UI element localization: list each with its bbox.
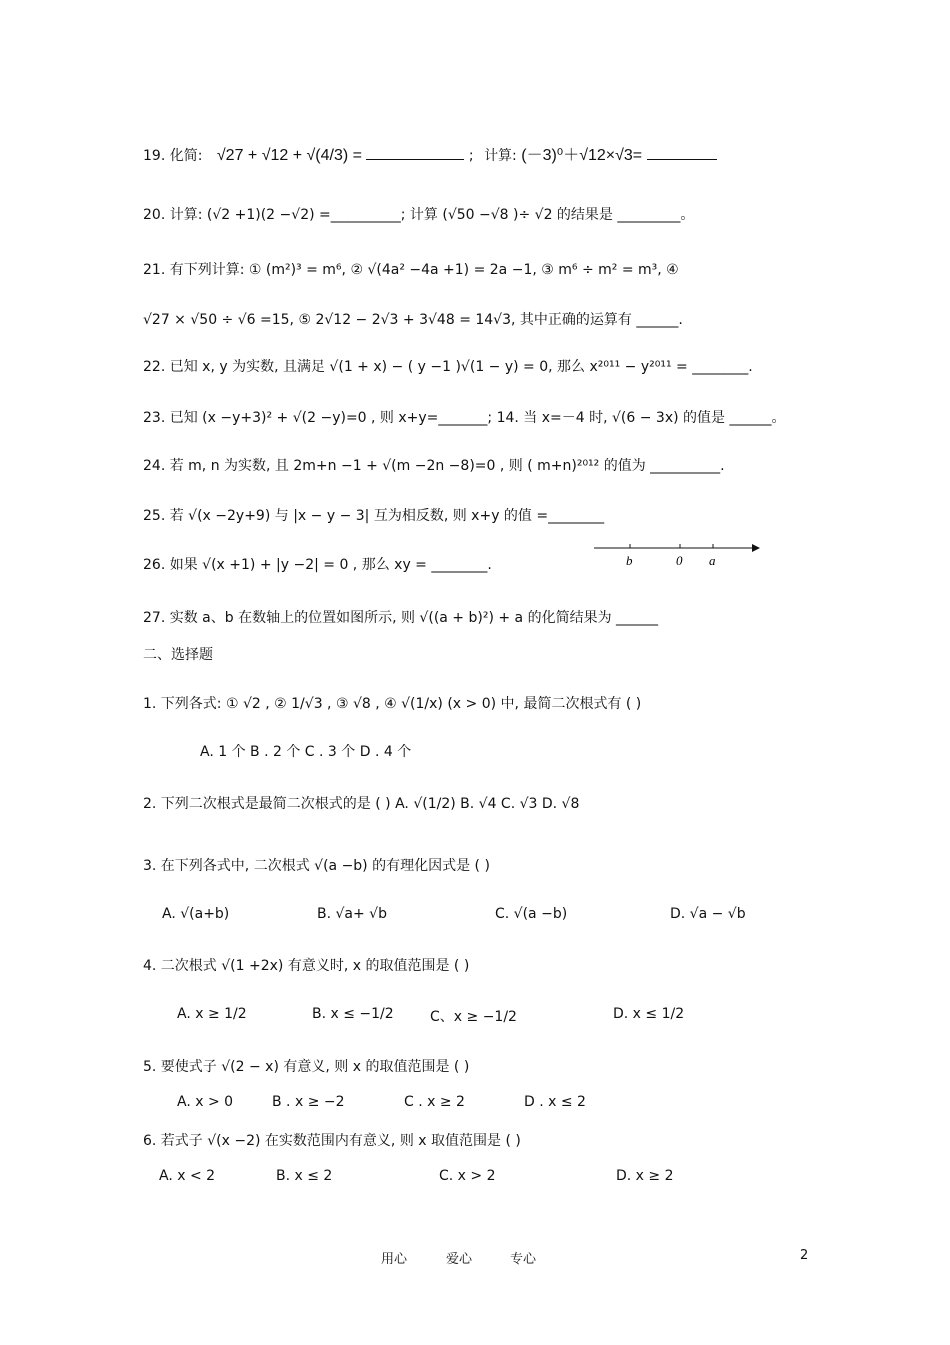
option-c[interactable]: C. √(a −b) xyxy=(495,906,568,922)
answer-blank[interactable] xyxy=(366,145,464,160)
label-a: a xyxy=(709,553,716,568)
question-19: 19. 化简: √27 + √12 + √(4/3) = ; 计算: (－3)⁰＋√12×√3= xyxy=(143,145,717,166)
option-d[interactable]: D. √a − √b xyxy=(670,906,746,922)
label-0: 0 xyxy=(676,553,683,568)
question-21-line2: √27 × √50 ÷ √6 =15, ⑤ 2√12 − 2√3 + 3√48 = 14√3, 其中正确的运算有 ______. xyxy=(143,312,683,328)
option-b[interactable]: B. x ≤ −1/2 xyxy=(312,1006,394,1022)
option-a[interactable]: A. x < 2 xyxy=(159,1168,216,1184)
footer-left: 用心 xyxy=(381,1252,408,1267)
arrow-icon xyxy=(752,544,760,552)
option-c[interactable]: C . x ≥ 2 xyxy=(404,1094,465,1110)
option-b[interactable]: B . x ≥ −2 xyxy=(272,1094,345,1110)
choice-question-2: 2. 下列二次根式是最简二次根式的是 ( ) A. √(1/2) B. √4 C. √3 D. √8 xyxy=(143,796,580,812)
question-25: 25. 若 √(x −2y+9) 与 |x − y − 3| 互为相反数, 则 x+y 的值 =________ xyxy=(143,508,605,524)
choice-question-1-options: A. 1 个 B . 2 个 C . 3 个 D . 4 个 xyxy=(200,744,412,760)
question-20: 20. 计算: (√2 +1)(2 −√2) =__________; 计算 (√50 −√8 )÷ √2 的结果是 _________。 xyxy=(143,207,695,223)
answer-blank[interactable] xyxy=(647,145,717,160)
option-b[interactable]: B. √a+ √b xyxy=(317,906,387,922)
choice-question-4: 4. 二次根式 √(1 +2x) 有意义时, x 的取值范围是 ( ) xyxy=(143,958,470,974)
section-heading: 二、选择题 xyxy=(143,647,213,663)
question-27: 27. 实数 a、b 在数轴上的位置如图所示, 则 √((a + b)²) + a 的化简结果为 ______ xyxy=(143,610,659,626)
option-a[interactable]: A. √(a+b) xyxy=(162,906,230,922)
option-a[interactable]: A. x > 0 xyxy=(177,1094,234,1110)
footer-middle: 爱心 xyxy=(446,1252,473,1267)
option-c[interactable]: C. x > 2 xyxy=(439,1168,496,1184)
question-26: 26. 如果 √(x +1) + |y −2| = 0 , 那么 xy = ________. xyxy=(143,557,492,573)
choice-question-5: 5. 要使式子 √(2 − x) 有意义, 则 x 的取值范围是 ( ) xyxy=(143,1059,470,1075)
option-d[interactable]: D. x ≤ 1/2 xyxy=(613,1006,685,1022)
question-23: 23. 已知 (x −y+3)² + √(2 −y)=0 , 则 x+y=_______; 14. 当 x=－4 时, √(6 − 3x) 的值是 ______。 xyxy=(143,410,786,426)
label-b: b xyxy=(626,553,633,568)
choice-question-1: 1. 下列各式: ① √2 , ② 1/√3 , ③ √8 , ④ √(1/x) (x > 0) 中, 最简二次根式有 ( ) xyxy=(143,696,642,712)
footer-right: 专心 xyxy=(510,1252,537,1267)
question-24: 24. 若 m, n 为实数, 且 2m+n −1 + √(m −2n −8)=0 , 则 ( m+n)²⁰¹² 的值为 __________. xyxy=(143,458,725,474)
option-d[interactable]: D . x ≤ 2 xyxy=(524,1094,586,1110)
choice-question-3: 3. 在下列各式中, 二次根式 √(a −b) 的有理化因式是 ( ) xyxy=(143,858,490,874)
question-21-line1: 21. 有下列计算: ① (m²)³ = m⁶, ② √(4a² −4a +1) = 2a −1, ③ m⁶ ÷ m² = m³, ④ xyxy=(143,262,679,278)
option-d[interactable]: D. x ≥ 2 xyxy=(616,1168,674,1184)
number-line-figure xyxy=(592,538,767,568)
option-c[interactable]: C、x ≥ −1/2 xyxy=(430,1009,517,1025)
choice-question-6: 6. 若式子 √(x −2) 在实数范围内有意义, 则 x 取值范围是 ( ) xyxy=(143,1133,521,1149)
option-b[interactable]: B. x ≤ 2 xyxy=(276,1168,333,1184)
question-22: 22. 已知 x, y 为实数, 且满足 √(1 + x) − ( y −1 )√(1 − y) = 0, 那么 x²⁰¹¹ − y²⁰¹¹ = ________. xyxy=(143,359,753,375)
option-a[interactable]: A. x ≥ 1/2 xyxy=(177,1006,247,1022)
page-number: 2 xyxy=(800,1248,809,1263)
